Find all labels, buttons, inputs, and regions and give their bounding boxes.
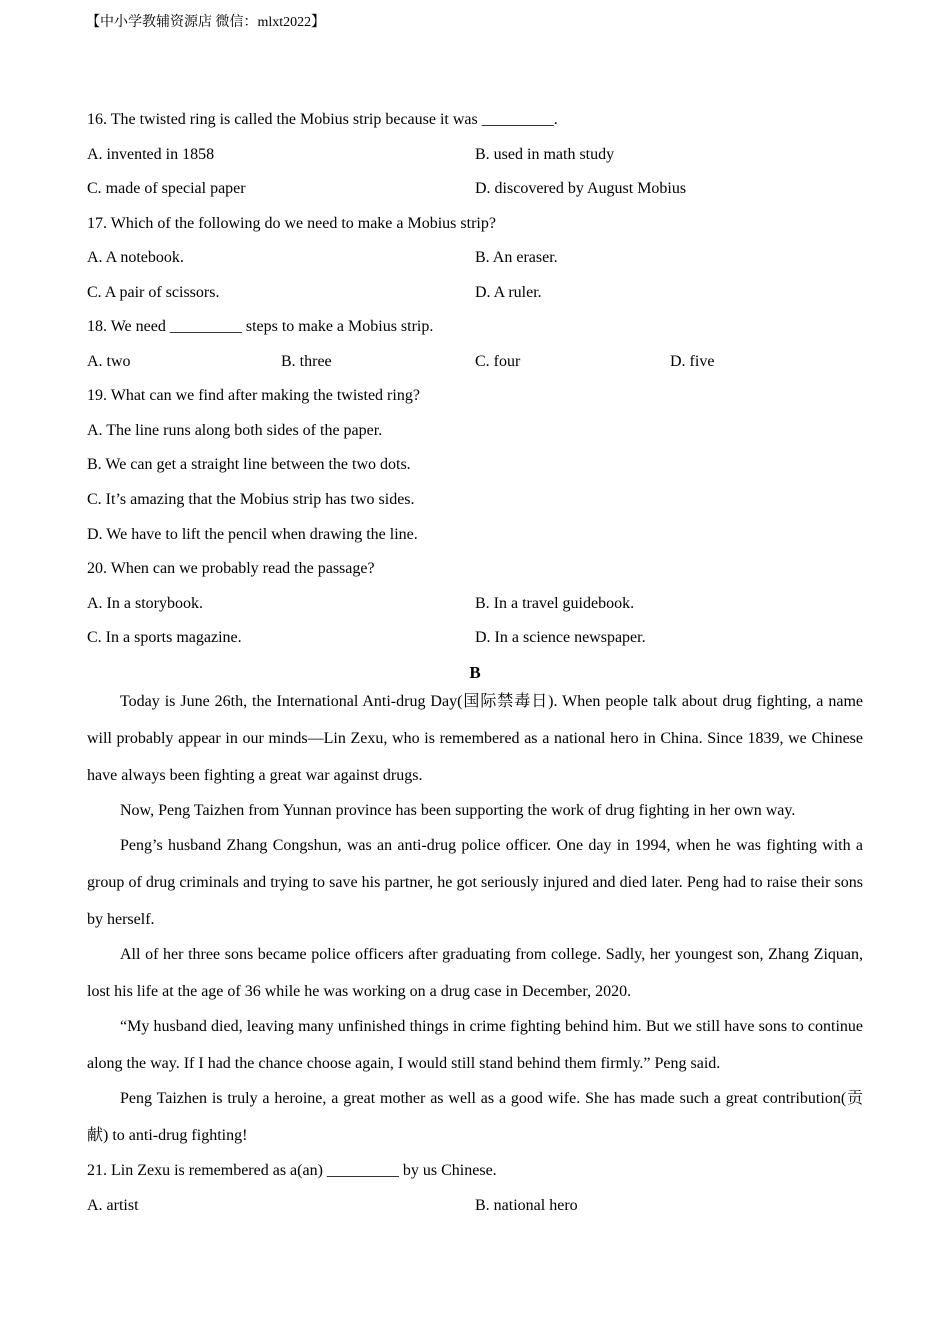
- question-18-option-d: D. five: [670, 353, 715, 370]
- question-21-option-a: A. artist: [87, 1197, 139, 1214]
- question-16-option-d: D. discovered by August Mobius: [475, 180, 687, 197]
- question-19-option-a: A. The line runs along both sides of the paper.: [87, 422, 383, 439]
- question-18-stem: 18. We need _________ steps to make a Mobius strip.: [87, 318, 434, 335]
- question-18-option-b: B. three: [281, 353, 332, 370]
- passage-paragraph-5: “My husband died, leaving many unfinished things in crime fighting behind him. But we still have sons to continue along the way. If I had the chance choose again, I would still stand behind them firmly.” Peng said.: [87, 1018, 863, 1072]
- section-b-title: B: [469, 663, 481, 682]
- question-19-stem: 19. What can we find after making the twisted ring?: [87, 387, 420, 404]
- question-17-option-a: A. A notebook.: [87, 249, 184, 266]
- question-19-option-b: B. We can get a straight line between the two dots.: [87, 456, 411, 473]
- question-20-option-c: C. In a sports magazine.: [87, 629, 242, 646]
- passage-paragraph-3: Peng’s husband Zhang Congshun, was an anti-drug police officer. One day in 1994, when he was fighting with a group of drug criminals and trying to save his partner, he got seriously injured and died later. Peng had to raise their sons by herself.: [87, 837, 863, 928]
- question-20-stem: 20. When can we probably read the passage?: [87, 560, 375, 577]
- page-header: 【中小学教辅资源店 微信：mlxt2022】: [86, 15, 326, 30]
- passage-paragraph-1: Today is June 26th, the International Anti-drug Day(国际禁毒日). When people talk about drug fighting, a name will probably appear in our minds—Lin Zexu, who is remembered as a national hero in China. Since 1839, we Chinese have always been fighting a great war against drugs.: [87, 693, 863, 784]
- question-16-option-b: B. used in math study: [475, 146, 615, 163]
- question-21-stem: 21. Lin Zexu is remembered as a(an) _________ by us Chinese.: [87, 1162, 497, 1179]
- passage-paragraph-4: All of her three sons became police officers after graduating from college. Sadly, her youngest son, Zhang Ziquan, lost his life at the age of 36 while he was working on a drug case in December, 2020.: [87, 946, 863, 1000]
- question-18-option-c: C. four: [475, 353, 521, 370]
- question-16-option-c: C. made of special paper: [87, 180, 246, 197]
- passage-paragraph-6: Peng Taizhen is truly a heroine, a great mother as well as a good wife. She has made such a great contribution(贡献) to anti-drug fighting!: [87, 1090, 863, 1144]
- question-20-option-a: A. In a storybook.: [87, 595, 203, 612]
- passage-paragraph-2: Now, Peng Taizhen from Yunnan province has been supporting the work of drug fighting in her own way.: [120, 802, 796, 819]
- question-16-option-a: A. invented in 1858: [87, 146, 215, 163]
- question-16-stem: 16. The twisted ring is called the Mobius strip because it was _________.: [87, 111, 558, 128]
- question-18-option-a: A. two: [87, 353, 131, 370]
- question-17-stem: 17. Which of the following do we need to make a Mobius strip?: [87, 215, 496, 232]
- question-20-option-b: B. In a travel guidebook.: [475, 595, 635, 612]
- question-17-option-b: B. An eraser.: [475, 249, 558, 266]
- question-17-option-d: D. A ruler.: [475, 284, 542, 301]
- question-19-option-c: C. It’s amazing that the Mobius strip has two sides.: [87, 491, 415, 508]
- question-20-option-d: D. In a science newspaper.: [475, 629, 646, 646]
- question-21-option-b: B. national hero: [475, 1197, 578, 1214]
- question-17-option-c: C. A pair of scissors.: [87, 284, 220, 301]
- question-19-option-d: D. We have to lift the pencil when drawing the line.: [87, 526, 418, 543]
